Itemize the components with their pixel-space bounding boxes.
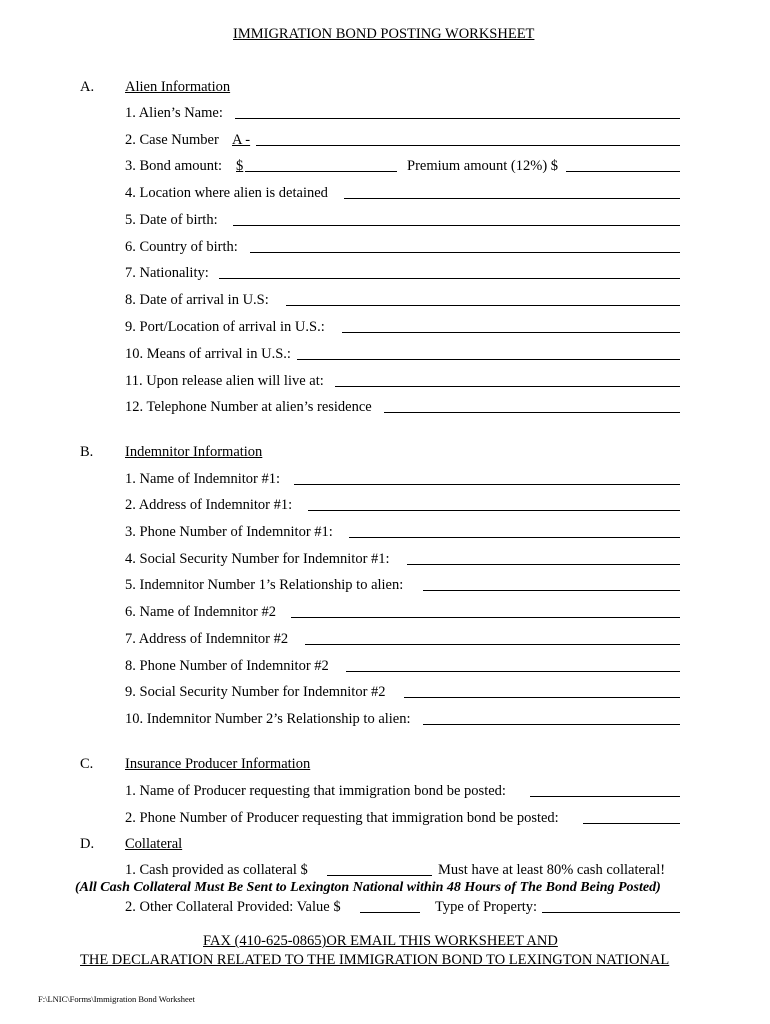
indemnitor1-phone-label: 3. Phone Number of Indemnitor #1: <box>125 524 333 540</box>
release-address-label: 11. Upon release alien will live at: <box>125 373 324 389</box>
indemnitor1-address-label: 2. Address of Indemnitor #1: <box>125 497 293 513</box>
indemnitor2-address-field[interactable] <box>305 644 680 645</box>
section-c-heading: Insurance Producer Information <box>125 756 311 772</box>
indemnitor2-name-label: 6. Name of Indemnitor #2 <box>125 604 277 620</box>
premium-amount-label: Premium amount (12%) $ <box>407 158 559 174</box>
indemnitor2-ssn-field[interactable] <box>404 697 680 698</box>
indemnitor1-phone-field[interactable] <box>349 537 680 538</box>
case-number-field[interactable] <box>256 145 680 146</box>
residence-phone-field[interactable] <box>384 412 680 413</box>
producer-name-label: 1. Name of Producer requesting that immigration bond be posted: <box>125 783 506 799</box>
property-type-field[interactable] <box>542 912 680 913</box>
alien-name-field[interactable] <box>235 118 680 119</box>
date-of-birth-label: 5. Date of birth: <box>125 212 218 228</box>
indemnitor1-name-field[interactable] <box>294 484 680 485</box>
bond-amount-field[interactable] <box>245 171 397 172</box>
date-of-birth-field[interactable] <box>233 225 680 226</box>
arrival-port-label: 9. Port/Location of arrival in U.S.: <box>125 319 325 335</box>
residence-phone-label: 12. Telephone Number at alien’s residence <box>125 399 372 415</box>
arrival-date-field[interactable] <box>286 305 680 306</box>
indemnitor1-ssn-field[interactable] <box>407 564 680 565</box>
detention-location-field[interactable] <box>344 198 680 199</box>
cash-collateral-note: Must have at least 80% cash collateral! <box>438 862 666 878</box>
indemnitor2-phone-label: 8. Phone Number of Indemnitor #2 <box>125 658 329 674</box>
indemnitor2-phone-field[interactable] <box>346 671 680 672</box>
section-a-heading: Alien Information <box>125 79 231 95</box>
arrival-means-field[interactable] <box>297 359 680 360</box>
section-d-heading: Collateral <box>125 836 183 852</box>
indemnitor1-name-label: 1. Name of Indemnitor #1: <box>125 471 281 487</box>
indemnitor2-relationship-label: 10. Indemnitor Number 2’s Relationship to alien: <box>125 711 411 727</box>
bond-dollar-sign: $ <box>236 158 244 174</box>
producer-phone-label: 2. Phone Number of Producer requesting that immigration bond be posted: <box>125 810 559 826</box>
premium-amount-field[interactable] <box>566 171 680 172</box>
section-c-letter: C. <box>80 756 94 772</box>
indemnitor1-relationship-label: 5. Indemnitor Number 1’s Relationship to alien: <box>125 577 404 593</box>
indemnitor1-address-field[interactable] <box>308 510 680 511</box>
arrival-port-field[interactable] <box>342 332 680 333</box>
indemnitor2-relationship-field[interactable] <box>423 724 680 725</box>
indemnitor1-ssn-label: 4. Social Security Number for Indemnitor #1: <box>125 551 390 567</box>
arrival-date-label: 8. Date of arrival in U.S: <box>125 292 269 308</box>
other-collateral-value-field[interactable] <box>360 912 420 913</box>
nationality-field[interactable] <box>219 278 680 279</box>
arrival-means-label: 10. Means of arrival in U.S.: <box>125 346 291 362</box>
cash-collateral-label: 1. Cash provided as collateral $ <box>125 862 308 878</box>
detention-location-label: 4. Location where alien is detained <box>125 185 328 201</box>
section-d-letter: D. <box>80 836 95 852</box>
country-of-birth-label: 6. Country of birth: <box>125 239 238 255</box>
indemnitor2-name-field[interactable] <box>291 617 680 618</box>
footer-line-1: FAX (410-625-0865)OR EMAIL THIS WORKSHEET AND <box>203 933 558 949</box>
case-number-label: 2. Case Number <box>125 132 219 148</box>
section-b-letter: B. <box>80 444 94 460</box>
nationality-label: 7. Nationality: <box>125 265 209 281</box>
section-b-heading: Indemnitor Information <box>125 444 263 460</box>
case-number-prefix: A - <box>232 132 251 148</box>
cash-collateral-field[interactable] <box>327 875 432 876</box>
collateral-notice: (All Cash Collateral Must Be Sent to Lexington National within 48 Hours of The Bond Being Posted) <box>75 880 661 895</box>
country-of-birth-field[interactable] <box>250 252 680 253</box>
property-type-label: Type of Property: <box>435 899 538 915</box>
bond-amount-label: 3. Bond amount: <box>125 158 223 174</box>
indemnitor2-address-label: 7. Address of Indemnitor #2 <box>125 631 289 647</box>
indemnitor1-relationship-field[interactable] <box>423 590 680 591</box>
producer-name-field[interactable] <box>530 796 680 797</box>
release-address-field[interactable] <box>335 386 680 387</box>
file-path: F:\LNIC\Forms\Immigration Bond Worksheet <box>38 994 195 1004</box>
other-collateral-label: 2. Other Collateral Provided: Value $ <box>125 899 341 915</box>
section-a-letter: A. <box>80 79 95 95</box>
page-title: IMMIGRATION BOND POSTING WORKSHEET <box>233 26 535 42</box>
alien-name-label: 1. Alien’s Name: <box>125 105 223 121</box>
producer-phone-field[interactable] <box>583 823 680 824</box>
footer-line-2: THE DECLARATION RELATED TO THE IMMIGRATION BOND TO LEXINGTON NATIONAL <box>80 952 670 968</box>
indemnitor2-ssn-label: 9. Social Security Number for Indemnitor #2 <box>125 684 386 700</box>
